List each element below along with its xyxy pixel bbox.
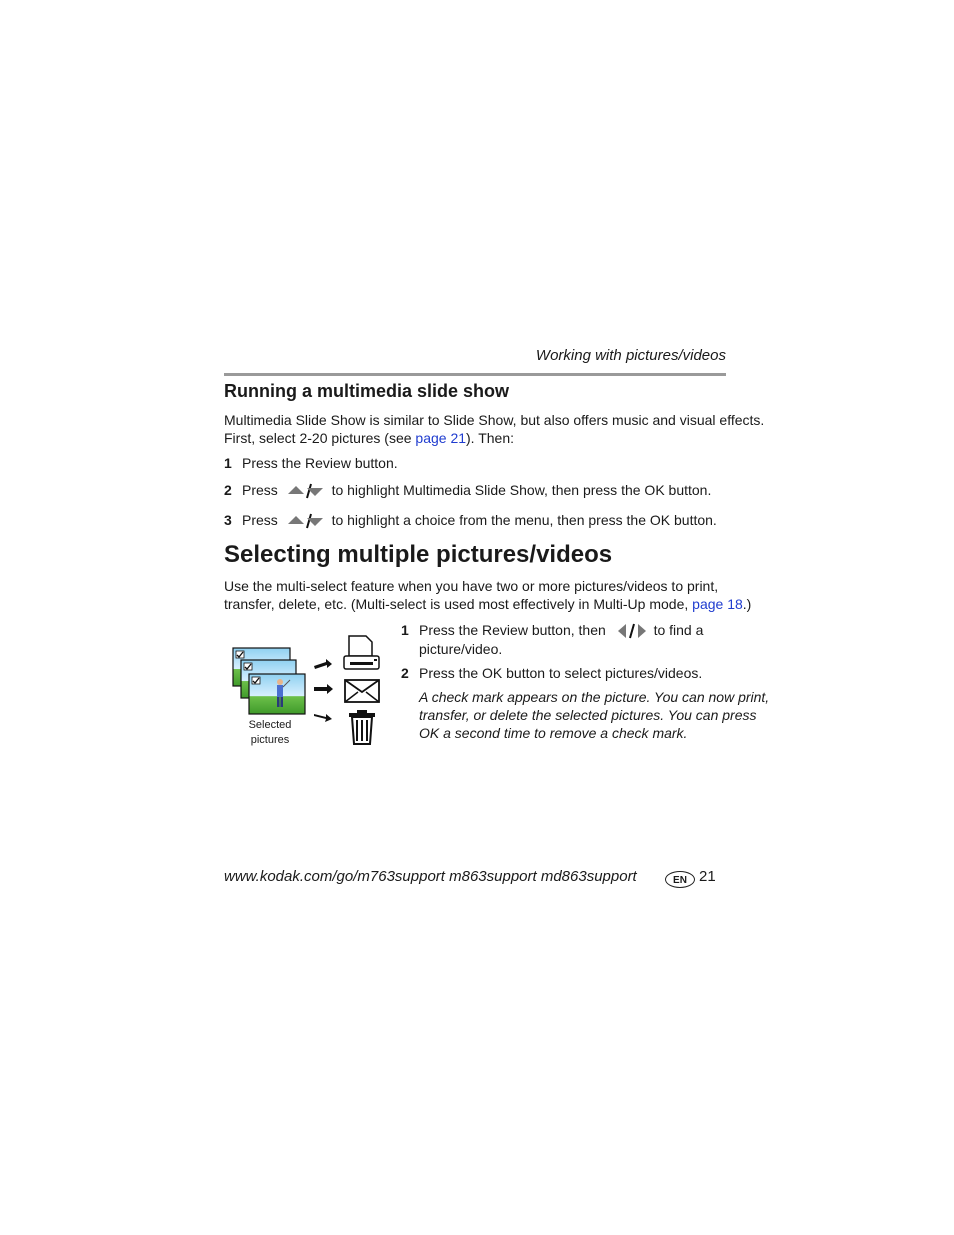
slideshow-intro-line1: Multimedia Slide Show is similar to Slide Show, but also offers music and visual effects. xyxy=(224,412,765,428)
multiselect-step-1 xyxy=(401,621,703,640)
step-text-pre: Press xyxy=(242,482,278,498)
page-number: 21 xyxy=(699,868,716,885)
up-down-arrows-icon xyxy=(286,482,324,500)
note-line: transfer, or delete the selected pictures. You can press xyxy=(419,707,757,723)
note-line: OK a second time to remove a check mark. xyxy=(419,725,688,741)
note-line: A check mark appears on the picture. You can now print, xyxy=(419,689,770,705)
step-number: 2 xyxy=(401,665,409,681)
page-18-link[interactable]: page 18 xyxy=(692,596,743,612)
step-text-post: to highlight Multimedia Slide Show, then press the OK button. xyxy=(331,482,712,498)
slideshow-step-3 xyxy=(224,511,717,530)
trash-icon xyxy=(349,710,375,744)
multiselect-step-2 xyxy=(401,664,702,682)
slideshow-step-2 xyxy=(224,481,711,500)
printer-icon xyxy=(344,636,379,669)
step-text-post: to highlight a choice from the menu, then press the OK button. xyxy=(331,512,717,528)
header-rule xyxy=(224,373,726,376)
section-title-slideshow: Running a multimedia slide show xyxy=(224,381,510,401)
slideshow-intro xyxy=(224,411,764,447)
step-text: Press the OK button to select pictures/videos. xyxy=(419,665,703,681)
caption-line: pictures xyxy=(250,734,290,746)
footer-url[interactable]: www.kodak.com/go/m763support m863support md863support xyxy=(224,868,637,885)
page-21-link[interactable]: page 21 xyxy=(415,430,467,446)
multiselect-intro-line1: Use the multi-select feature when you have two or more pictures/videos to print, xyxy=(224,578,719,594)
caption-line: Selected xyxy=(248,719,292,731)
slideshow-intro-line2 xyxy=(224,429,764,447)
step-number: 2 xyxy=(224,482,232,498)
running-header: Working with pictures/videos xyxy=(535,347,726,364)
multiselect-note xyxy=(419,688,769,742)
section-title-multiselect: Selecting multiple pictures/videos xyxy=(224,541,613,568)
slideshow-step-1 xyxy=(224,454,398,472)
step-number: 1 xyxy=(401,622,409,638)
picture-thumbnail-front xyxy=(249,674,305,714)
arrow-icon xyxy=(314,714,332,722)
intro-text: First, select 2-20 pictures (see xyxy=(224,430,416,446)
envelope-icon xyxy=(345,680,379,702)
step-number: 3 xyxy=(224,512,232,528)
multiselect-intro-line2 xyxy=(224,595,751,613)
step-number: 1 xyxy=(224,455,232,471)
intro-text-end: ). Then: xyxy=(466,430,515,446)
step-text-pre: Press xyxy=(242,512,278,528)
step-text: Press the Review button. xyxy=(242,455,398,471)
step-text-pre: Press the Review button, then xyxy=(419,622,606,638)
multiselect-step-1-cont: picture/video. xyxy=(419,641,503,657)
step-text-post: to find a xyxy=(653,622,704,638)
left-right-arrows-icon xyxy=(616,622,648,640)
language-badge: EN xyxy=(665,871,695,888)
arrow-icon xyxy=(314,659,332,669)
up-down-arrows-icon xyxy=(286,512,324,530)
intro-text-end: .) xyxy=(742,596,752,612)
figure-caption xyxy=(240,718,300,748)
multiselect-intro xyxy=(224,577,751,613)
arrow-icon xyxy=(314,684,333,694)
intro-text: transfer, delete, etc. (Multi-select is used most effectively in Multi-Up mode, xyxy=(224,596,693,612)
